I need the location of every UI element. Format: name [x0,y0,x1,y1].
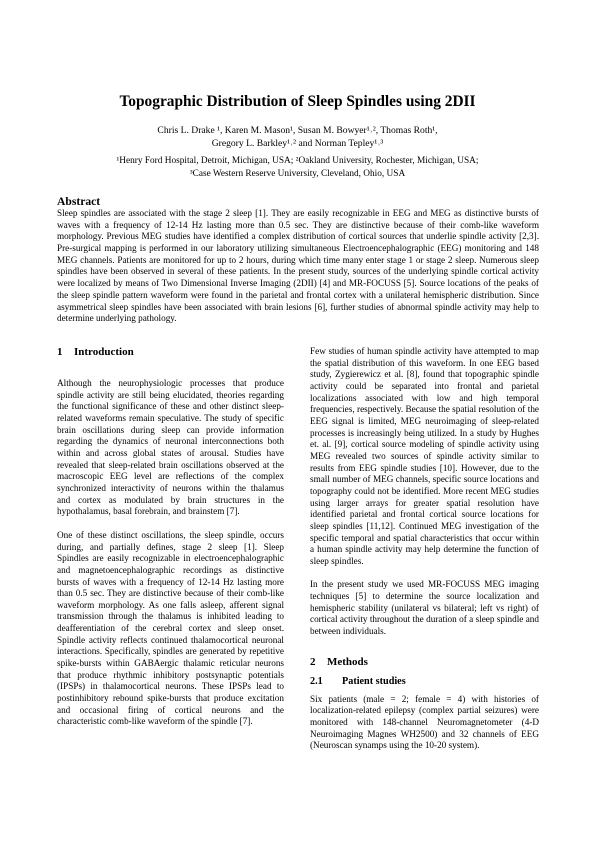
affiliation-line-1: ¹Henry Ford Hospital, Detroit, Michigan, USA; ²Oakland University, Rochester, Michigan, USA; [116,156,479,166]
section-title: Introduction [74,346,134,358]
author-line-1: Chris L. Drake ¹, Karen M. Mason¹, Susan M. Bowyer¹˒², Thomas Roth¹, [157,125,438,136]
section-number: 1 [57,346,63,358]
author-line-2: Gregory L. Barkley¹˒² and Norman Tepley¹˒³ [211,138,384,149]
intro-paragraph-4: In the present study we used MR-FOCUSS MEG imaging techniques [5] to determine the source localization and hemispheric stability (unilateral vs bilateral; left vs right) of cortical activity throughout the duration of a sleep spindle and between individuals. [310,579,539,637]
affiliation-list [60,155,535,181]
intro-paragraph-3: Few studies of human spindle activity have attempted to map the spatial distribution of this waveform. In one EEG based study, Zygierewicz et al. [8], found that topographic spindle activity could be separated into frontal and parietal localizations associated with low and high temporal frequencies, respectively. Because the spatial resolution of the EEG signal is limited, MEG neuroimaging of sleep-related processes is increasingly being utilized. In a study by Hughes et. al. [9], cortical source modeling of spindle activity using MEG revealed two sources of spindle activity similar to results from EEG spindle studies [10]. However, due to the small number of MEG channels, specific source locations and topography could not be identified. More recent MEG studies using larger arrays for greater spatial resolution have identified parietal and frontal cortical source locations for sleep spindles [11,12]. Continued MEG investigation of the specific temporal and spatial characteristics that occur within a human spindle activity may help determine the function of sleep spindles. [310,346,539,566]
abstract-heading: Abstract [57,195,101,208]
paper-title: Topographic Distribution of Sleep Spindles using 2DII [119,93,476,110]
intro-paragraph-1: Although the neurophysiologic processes that produce spindle activity are still being elucidated, theories regarding the functional significance of these and other distinct sleep-related waveforms remain speculative. The study of specific brain oscillations during sleep can provide information regarding the dynamics of neuronal interconnections both within and across global states of arousal. Studies have revealed that sleep-related brain oscillations observed at the macroscopic EEG level are reflections of the complex synchronized interactivity of neurons within the thalamus and cortex as modulated by brain structures in the hypothalamus, basal forebrain, and brainstem [7]. [57,378,284,517]
abstract-text: Sleep spindles are associated with the stage 2 sleep [1]. They are easily recognizable in EEG and MEG as distinctive bursts of waves with a frequency of 12-14 Hz lasting more than 0.5 sec. They are distinctive because of their comb-like waveform morphology. Previous MEG studies have identified a complex distribution of cortical sources that underlie spindle activity [2,3]. Pre-surgical mapping is performed in our laboratory utilizing simultaneous Electroencephalographic (EEG) monitoring and 148 MEG channels. Patients are monitored for up to 2 hours, during which time many enter stage 1 or stage 2 sleep. Numerous sleep spindles have been observed in several of these patients. In the present study, sources of the underlying spindle cortical activity were localized by means of Two Dimensional Inverse Imaging (2DII) [4] and MR-FOCUSS [5]. Source locations of the peaks of the sleep spindle pattern waveform were found in the parietal and frontal cortex with a unilateral hemispheric distribution. Since asymmetrical sleep spindles have been associated with brain lesions [6], further studies of abnormal spindle activity may help to determine underlying pathology. [57,208,539,324]
intro-paragraph-2: One of these distinct oscillations, the sleep spindle, occurs during, and partially defines, stage 2 sleep [1]. Sleep Spindles are easily recognizable in electroencephalographic and magnetoencephalographic recordings as distinctive bursts of waves with a frequency of 12-14 Hz lasting more than 0.5 sec. They are distinctive because of their comb-like waveform morphology. As one falls asleep, afferent signal transmission through the thalamus is inhibited leading to deafferentiation of the cerebral cortex and sleep onset. Spindle activity reflects continued thalamocortical neuronal interactions. Specifically, spindles are generated by repetitive spike-bursts within GABAergic thalamic reticular neurons that produce rhythmic inhibitory postsynaptic potentials (IPSPs) in thalamocortical neurons. These IPSPs lead to postinhibitory rebound spike-bursts that produce excitation and occasional firing of cortical neurons and the characteristic comb-like waveform of the spindle [7]. [57,529,284,727]
section-heading-introduction [57,346,284,359]
right-column [310,346,539,752]
subsection-number: 2.1 [310,675,323,687]
methods-paragraph-1: Six patients (male = 2; female = 4) with histories of localization-related epilepsy (complex partial seizures) were monitored with 148-channel Neuromagnetometer (4-D Neuroimaging Magnes WH2500) and 32 channels of EEG (Neuroscan synamps using the 10-20 system). [310,693,539,751]
section-title: Methods [327,655,368,668]
author-list [100,124,495,150]
section-number: 2 [310,655,316,668]
affiliation-line-2: ³Case Western Reserve University, Cleveland, Ohio, USA [189,169,406,179]
subsection-title: Patient studies [342,675,406,687]
section-heading-methods [310,656,539,669]
left-column [57,346,284,728]
subsection-heading-patient-studies [310,676,539,688]
